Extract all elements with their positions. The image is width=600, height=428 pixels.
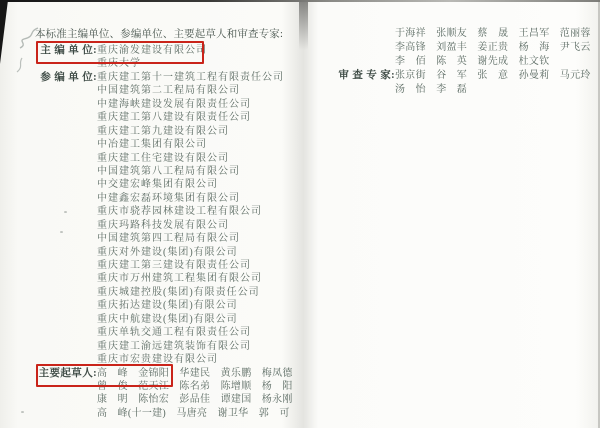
chief-editor-label: 主 编 单 位: bbox=[40, 45, 97, 56]
co-editor-item: 中交建宏峰集团有限公司 bbox=[97, 179, 218, 191]
co-editor-row bbox=[35, 152, 293, 165]
co-editor-row bbox=[35, 232, 293, 245]
co-editor-row bbox=[35, 98, 293, 111]
co-editor-item: 中国建筑第四工程局有限公司 bbox=[97, 233, 240, 245]
co-editor-item: 重庆建工第十一建筑工程有限责任公司 bbox=[97, 71, 284, 83]
drafters-names: 李高锋 刘盈丰 姜正贵 杨 海 尹飞云 bbox=[395, 42, 591, 53]
co-editor-row bbox=[35, 219, 293, 232]
drafters-names: 曾 俊 范天江 陈名弟 陈增顺 杨 阳 bbox=[97, 380, 293, 392]
scan-corner-wedge bbox=[0, 0, 8, 64]
drafters-names: 康 明 陈怡宏 彭品佳 谭建国 杨永刚 bbox=[97, 394, 293, 406]
co-editor-item: 重庆建工第八建设有限责任公司 bbox=[97, 112, 251, 124]
co-editor-row bbox=[35, 299, 293, 312]
reviewers-names: 张京街 谷 军 张 意 孙曼莉 马元玲 bbox=[395, 70, 591, 81]
highlight-box-chief-editor bbox=[36, 41, 204, 64]
drafters-row bbox=[35, 407, 293, 420]
co-editor-item: 重庆城建控股(集团)有限责任公司 bbox=[97, 286, 260, 298]
co-editor-item: 重庆建工第九建设有限公司 bbox=[97, 125, 229, 137]
co-editor-row bbox=[35, 111, 293, 124]
co-editor-item: 重庆市万州建筑工程集团有限公司 bbox=[97, 273, 262, 285]
drafters-continued-row bbox=[330, 41, 591, 55]
drafters-label: 主要起草人: bbox=[38, 367, 97, 379]
reviewers-names: 汤 怡 李 磊 bbox=[395, 84, 468, 95]
co-editor-item: 重庆市骁荐园林建设工程有限公司 bbox=[97, 206, 262, 218]
co-editor-row bbox=[35, 138, 293, 151]
chief-editor-value: 重庆渝发建设有限公司 bbox=[97, 45, 207, 56]
co-editor-row bbox=[35, 71, 293, 84]
co-editor-row bbox=[35, 246, 293, 259]
co-editor-item: 中建海峡建设发展有限责任公司 bbox=[97, 98, 251, 110]
highlight-box-drafters bbox=[36, 364, 173, 387]
co-editor-item: 重庆建工住宅建设有限公司 bbox=[97, 152, 229, 164]
co-editor-item: 中建鑫宏磊环境集团有限公司 bbox=[97, 192, 240, 204]
co-editor-item: 重庆中航建设(集团)有限公司 bbox=[97, 313, 238, 325]
co-editor-row bbox=[35, 205, 293, 218]
co-editor-item: 重庆拓达建设(集团)有限公司 bbox=[97, 300, 238, 312]
co-editor-item: 重庆建工渝远建筑装饰有限公司 bbox=[97, 340, 251, 352]
co-editor-item: 中国建筑第八工程局有限公司 bbox=[97, 165, 240, 177]
section-heading: 本标准主编单位、参编单位、主要起草人和审查专家: bbox=[35, 29, 284, 40]
drafters-names: 李 佰 陈 英 谢先成 杜文钦 bbox=[395, 56, 550, 67]
co-editor-row bbox=[35, 178, 293, 191]
page-fold-shadow bbox=[299, 2, 308, 50]
co-editor-item: 重庆玛路科技发展有限公司 bbox=[97, 219, 229, 231]
reviewers-row bbox=[330, 83, 591, 97]
drafters-row bbox=[35, 393, 293, 406]
co-editor-item: 中冶建工集团有限公司 bbox=[97, 139, 207, 151]
drafters-names: 高 峰(十一建) 马唐亮 谢卫华 郭 可 bbox=[97, 407, 290, 419]
co-editor-row bbox=[35, 192, 293, 205]
co-editor-row bbox=[35, 326, 293, 339]
drafters-continued-row bbox=[330, 55, 591, 69]
noise-speck bbox=[21, 411, 24, 413]
right-page-content bbox=[330, 27, 591, 97]
co-editor-row bbox=[35, 125, 293, 138]
drafters-continued-row bbox=[330, 27, 591, 41]
reviewers-row bbox=[330, 69, 591, 83]
chief-editor-secondary: 重庆大学 bbox=[97, 58, 141, 70]
co-editor-item: 重庆建工第三建设有限责任公司 bbox=[97, 260, 251, 271]
co-editor-item: 重庆对外建设(集团)有限公司 bbox=[97, 246, 238, 258]
drafters-names: 高 峰 金锦阳 华建民 黄乐鹏 梅凤德 bbox=[97, 367, 293, 379]
co-editor-row bbox=[35, 340, 293, 353]
co-editor-row bbox=[35, 272, 293, 285]
co-editor-row bbox=[35, 84, 293, 97]
co-editor-row bbox=[35, 259, 293, 272]
co-editor-item: 重庆单轨交通工程有限责任公司 bbox=[97, 327, 251, 339]
co-editor-item: 重庆市宏贵建设有限公司 bbox=[97, 354, 218, 366]
co-editor-row bbox=[35, 165, 293, 178]
co-editor-row bbox=[35, 286, 293, 299]
drafters-names: 于海祥 张顺友 蔡 晟 王昌军 范丽蓉 bbox=[395, 28, 591, 39]
co-editor-row bbox=[35, 313, 293, 326]
co-editor-label: 参 编 单 位: bbox=[40, 71, 97, 83]
reviewers-label: 审 查 专 家: bbox=[338, 70, 395, 81]
co-editor-item: 中国建筑第二工程局有限公司 bbox=[97, 85, 240, 97]
